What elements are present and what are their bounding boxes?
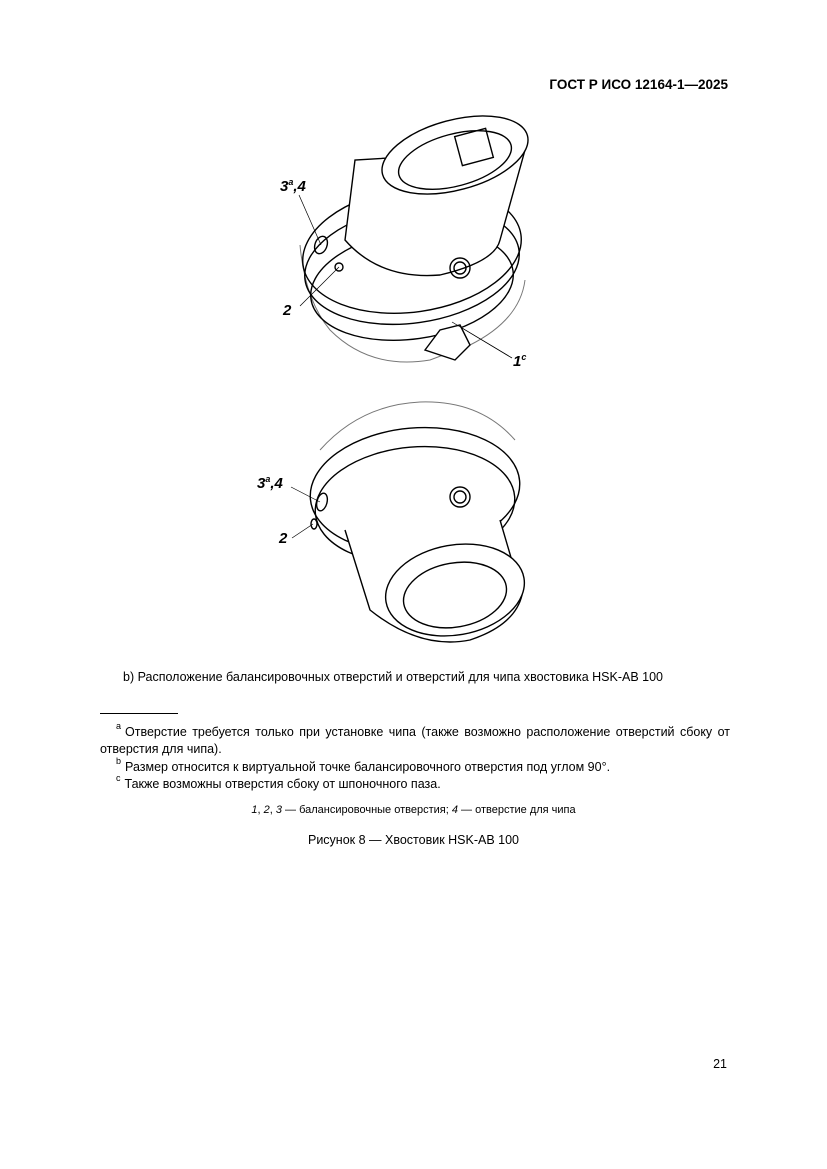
hsk-shank-top-view xyxy=(294,102,536,362)
figure-legend: 1, 2, 3 — балансировочные отверстия; 4 — отверстие для чипа xyxy=(251,804,576,816)
figure-subcaption: b) Расположение балансировочных отверстий и отверстий для чипа хвостовика HSK-AB 100 xyxy=(123,670,663,684)
label-1c-top: 1$^c$ xyxy=(513,352,527,370)
label-3a-4-bottom: 3$^a$,4 xyxy=(257,474,283,492)
page-number: 21 xyxy=(713,1057,727,1071)
figure-title: Рисунок 8 — Хвостовик HSK-AB 100 xyxy=(307,833,520,847)
footnote-divider xyxy=(100,713,178,714)
label-3a-4-top: 3$^a$,4 xyxy=(280,177,306,195)
label-2-bottom: 2 xyxy=(279,530,288,547)
footnote-a: $^a$ Отверстие требуется только при установке чипа (также возможно расположение отверстий сбоку от отверстия для чипа). xyxy=(100,721,730,757)
footnote-c: $^c$ Также возможны отверстия сбоку от шпоночного паза. xyxy=(116,773,441,792)
footnote-b: $^b$ Размер относится к виртуальной точке балансировочного отверстия под углом 90°. xyxy=(116,756,611,775)
document-header: ГОСТ Р ИСО 12164-1—2025 xyxy=(549,77,728,92)
label-2-top: 2 xyxy=(283,302,292,319)
hsk-shank-bottom-view xyxy=(291,402,532,647)
